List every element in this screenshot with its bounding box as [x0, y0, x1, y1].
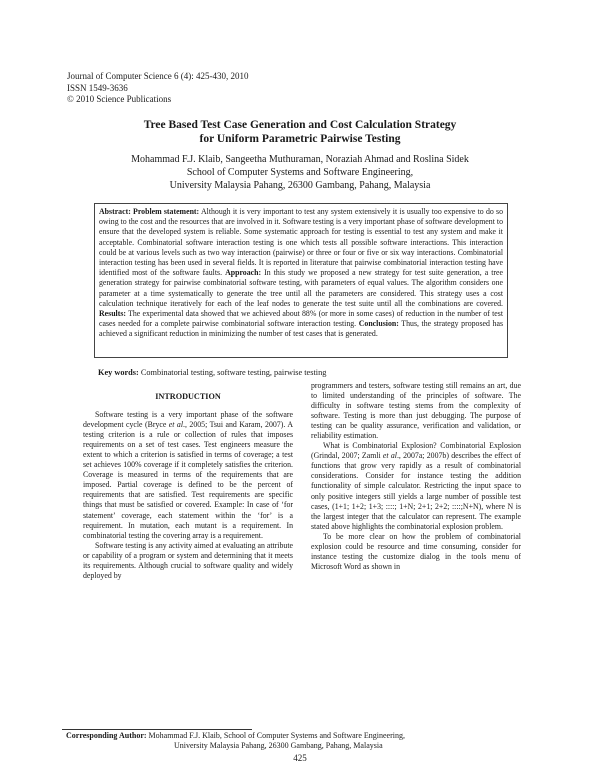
journal-info: [67, 71, 248, 106]
title-line-1: Tree Based Test Case Generation and Cost Calculation Strategy: [143, 119, 457, 131]
affiliation-line-1: School of Computer Systems and Software Engineering,: [186, 167, 414, 178]
intro-p1-etal: et al: [168, 420, 184, 430]
abstract-approach-label: Approach:: [225, 268, 262, 278]
paper-title: [0, 118, 600, 146]
journal-citation: Journal of Computer Science 6 (4): 425-430, 2010: [67, 71, 249, 81]
intro-paragraph-2: Software testing is any activity aimed at evaluating an attribute or capability of a program or system and determining that it meets its requirements. Although crucial to software quality and widely deployed by: [83, 540, 293, 580]
page-number: 425: [293, 753, 307, 763]
affiliation-line-2: University Malaysia Pahang, 26300 Gambang, Pahang, Malaysia: [169, 180, 431, 191]
intro-paragraph-5: To be more clear on how the problem of combinatorial explosion could be resource and time consuming, consider for instance testing the customize dialog in the tools menu of Microsoft Word as shown in: [311, 531, 521, 571]
corresponding-label: Corresponding Author:: [66, 731, 147, 740]
intro-p4-end: ., 2007a; 2007b) describes the effect of functions that grow very rapidly as a result of combinatorial considerations. Consider for instance testing the addition functionality of simple calculator. Restricting the input space to only positive integers still yields a large number of possible test cases, (1+1; 1+2; 1+3; ::::; 1+N; 2+1; 2+2; ::::;N+N), where N is the largest integer that the calculator can represent. The example stated above highlights the combinatorial explosion problem.: [311, 451, 522, 531]
left-column: [83, 389, 293, 581]
abstract-conclusion-label: Conclusion:: [358, 319, 399, 329]
intro-paragraph-1: [83, 410, 293, 541]
abstract-conclusion: Thus, the strategy proposed has achieved a significant reduction in minimizing the number of test cases that is generated.: [99, 319, 503, 339]
corresponding-text: Mohammad F.J. Klaib, School of Computer Systems and Software Engineering,: [146, 731, 405, 740]
intro-paragraph-4: [311, 441, 521, 531]
intro-p4-etal: et al: [382, 451, 397, 461]
corresponding-line-1: [66, 731, 405, 741]
title-line-2: for Uniform Parametric Pairwise Testing: [199, 133, 401, 145]
abstract-text: [99, 207, 503, 340]
abstract-box: [94, 203, 508, 358]
intro-p4-start: What is Combinatorial Explosion? Combinatorial Explosion (Grindal, 2007; Zamli: [311, 441, 521, 461]
right-column: [311, 381, 521, 572]
author-block: [0, 153, 600, 192]
intro-p1-start: Software testing is a very important phase of the software development cycle (Bryce: [83, 410, 293, 430]
abstract-problem: Although it is very important to test any system extensively it is usually too expensive to do so owing to the cost and the resources that are involved in it. Software testing is a very important phase of software development to ensure that the developed system is reliable. Some systematic approach for testing is essential to test any system and make it acceptable. Combinatorial software interaction testing is one which tests all possible software interactions. This interaction could be at various levels such as two way interaction (pairwise) or three or four or five or six way interactions. Combinatorial interaction testing has been used in several fields. It is reported in literature that pairwise combinatorial interaction testing have identified most of the software faults.: [99, 207, 503, 278]
journal-copyright: © 2010 Science Publications: [67, 94, 172, 104]
abstract-results: The experimental data showed that we achieved about 88% (or more in some cases) of reduction in the number of test cases needed for a complete pairwise combinatorial software interaction testing.: [99, 309, 503, 329]
intro-p1-end: ., 2005; Tsui and Karam, 2007). A testing criterion is a rule or collection of rules that imposes requirements on a set of test cases. Test engineers measure the extent to which a criterion is satisfied in terms of coverage; a test set achieves 100% coverage if it completely satisfies the criterion. Coverage is measured in terms of the requirements that are imposed. Partial coverage is defined to be the percent of requirements that are satisfied. Test requirements are specific things that must be satisfied or covered. Example: In case of ‘for statement’ coverage, each statement within the ‘for’ is a requirement. In mutation, each mutant is a requirement. In combinatorial testing the covering array is a requirement.: [83, 420, 293, 540]
abstract-problem-label: Abstract: Problem statement:: [99, 207, 200, 216]
corresponding-author: [66, 731, 405, 752]
keywords: [98, 368, 326, 377]
journal-issn: ISSN 1549-3636: [67, 82, 128, 93]
abstract-results-label: Results:: [99, 309, 127, 319]
footer-divider: [62, 729, 252, 730]
keywords-label: Key words:: [98, 368, 139, 377]
keywords-text: Combinatorial testing, software testing, pairwise testing: [138, 368, 327, 377]
abstract-approach: In this study we proposed a new strategy for test suite generation, a tree generation strategy for pairwise combinatorial software testing, with parameters of equal values. The algorithm considers one parameter at a time systematically to generate the tree until all the parameters are considered. This strategy uses a cost calculation technique iteratively for each of the leaf nodes to generate the test suite until all the combinations are covered.: [99, 268, 503, 308]
intro-paragraph-3: programmers and testers, software testing still remains an art, due to limited understanding of the principles of software. The difficulty in software testing stems from the complexity of software. Testing is more than just debugging. The purpose of testing can be quality assurance, verification and validation, or reliability estimation.: [311, 381, 521, 441]
author-names: Mohammad F.J. Klaib, Sangeetha Muthuraman, Noraziah Ahmad and Roslina Sidek: [131, 154, 469, 165]
corresponding-line-2: University Malaysia Pahang, 26300 Gambang, Pahang, Malaysia: [174, 741, 383, 751]
introduction-heading: INTRODUCTION: [155, 392, 221, 401]
